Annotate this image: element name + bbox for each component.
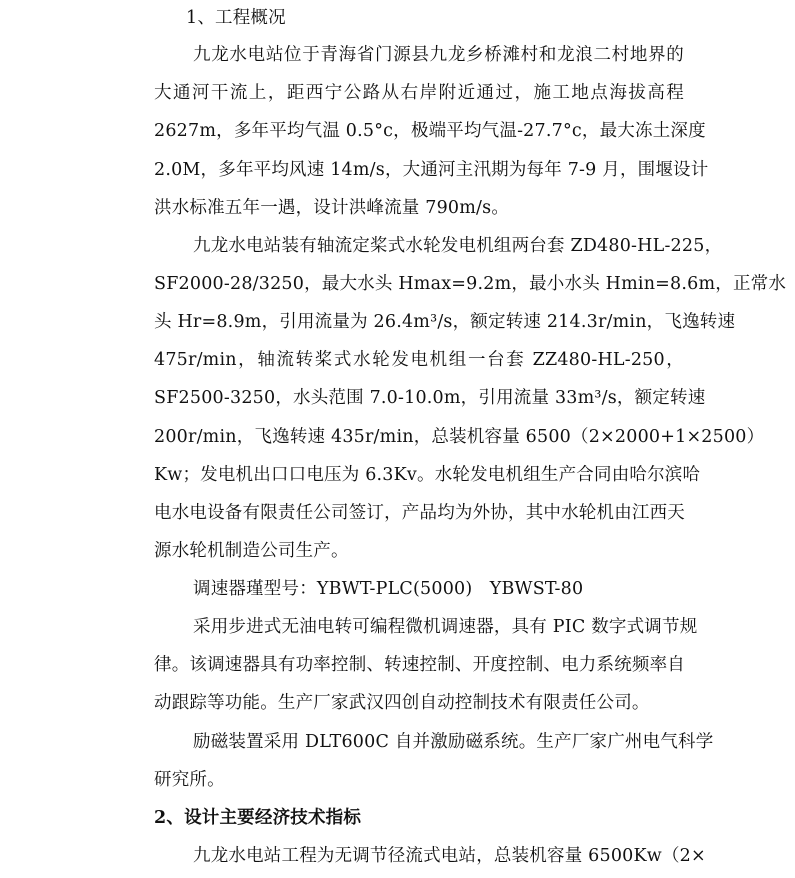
paragraph-line: 九龙水电站工程为无调节径流式电站，总装机容量 6500Kw（2× (193, 846, 706, 866)
paragraph-line: 励磁装置采用 DLT600C 自并激励磁系统。生产厂家广州电气科学 (193, 732, 714, 752)
governor-model-line: 调速器瑾型号：YBWT-PLC(5000) YBWST-80 (193, 579, 584, 599)
paragraph-line: 研究所。 (154, 770, 225, 790)
paragraph-line: 头 Hr=8.9m，引用流量为 26.4m³/s，额定转速 214.3r/min，飞逸转速 (154, 312, 736, 332)
paragraph-line: 2627m，多年平均气温 0.5°c，极端平均气温-27.7°c，最大冻土深度 (154, 121, 706, 141)
paragraph-line: 律。该调速器具有功率控制、转速控制、开度控制、电力系统频率自 (154, 655, 685, 675)
paragraph-line: 475r/min，轴流转桨式水轮发电机组一台套 ZZ480-HL-250， (154, 350, 684, 370)
paragraph-line: SF2000-28/3250，最大水头 Hmax=9.2m，最小水头 Hmin=8.6m，正常水 (154, 274, 787, 294)
paragraph-line: 洪水标准五年一遇，设计洪峰流量 790m/s。 (154, 198, 510, 218)
paragraph-line: 200r/min，飞逸转速 435r/min，总装机容量 6500（2×2000+1×2500） (154, 427, 765, 447)
paragraph-line: 动跟踪等功能。生产厂家武汉四创自动控制技术有限责任公司。 (154, 693, 650, 713)
paragraph-line: 源水轮机制造公司生产。 (154, 541, 349, 561)
paragraph-line: 采用步进式无油电转可编程微机调速器，具有 PIC 数字式调节规 (193, 617, 698, 637)
paragraph-line: 九龙水电站装有轴流定桨式水轮发电机组两台套 ZD480-HL-225， (193, 236, 723, 256)
paragraph-line: 大通河干流上，距西宁公路从右岸附近通过，施工地点海拔高程 (154, 83, 684, 103)
paragraph-line: SF2500-3250，水头范围 7.0-10.0m，引用流量 33m³/s，额定转速 (154, 388, 706, 408)
paragraph-line: Kw；发电机出口口电压为 6.3Kv。水轮发电机组生产合同由哈尔滨哈 (154, 465, 701, 485)
section-2-heading: 2、设计主要经济技术指标 (154, 808, 362, 828)
paragraph-line: 2.0M，多年平均风速 14m/s，大通河主汛期为每年 7-9 月，围堰设计 (154, 160, 709, 180)
section-1-heading: 1、工程概况 (186, 8, 286, 28)
paragraph-line: 电水电设备有限责任公司签订，产品均为外协，其中水轮机由江西天 (154, 503, 685, 523)
paragraph-line: 九龙水电站位于青海省门源县九龙乡桥滩村和龙浪二村地界的 (193, 45, 684, 65)
